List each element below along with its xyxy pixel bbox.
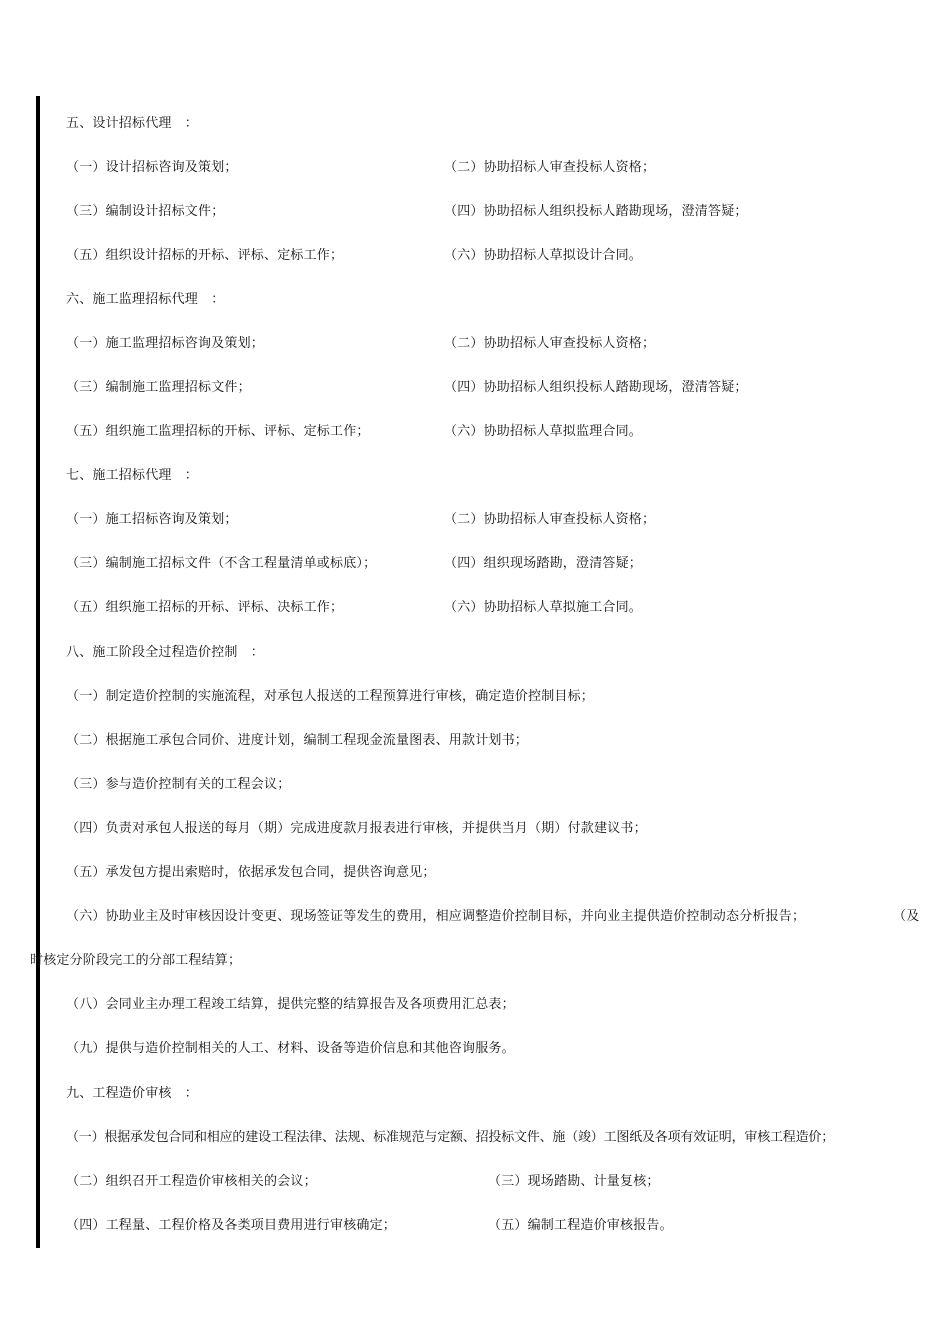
list-item: （一）制定造价控制的实施流程，对承包人报送的工程预算进行审核，确定造价控制目标； [66, 689, 595, 704]
list-item: （四）组织现场踏勘，澄清答疑； [444, 556, 643, 571]
list-item: （三）编制设计招标文件； [66, 204, 225, 219]
list-item: （二）协助招标人审查投标人资格； [444, 336, 656, 351]
list-item: （四）负责对承包人报送的每月（期）完成进度款月报表进行审核，并提供当月（期）付款建议书； [66, 821, 647, 836]
list-item: （二）协助招标人审查投标人资格； [444, 160, 656, 175]
wrapped-item-line2: 时核定分阶段完工的分部工程结算； [30, 953, 242, 968]
list-item: （二）组织召开工程造价审核相关的会议； [66, 1174, 317, 1189]
section-heading-7: 七、施工招标代理 ： [66, 468, 199, 483]
list-item: （四）协助招标人组织投标人踏勘现场，澄清答疑； [444, 204, 748, 219]
list-item: （九）提供与造价控制相关的人工、材料、设备等造价信息和其他咨询服务。 [66, 1041, 515, 1056]
wrapped-item-line1: （六）协助业主及时审核因设计变更、现场签证等发生的费用，相应调整造价控制目标，并向业主提供造价控制动态分析报告； [66, 909, 806, 924]
list-item: （二）协助招标人审查投标人资格； [444, 512, 656, 527]
list-item: （一）施工监理招标咨询及策划； [66, 336, 265, 351]
list-item: （五）组织施工监理招标的开标、评标、定标工作； [66, 424, 370, 439]
section-heading-8: 八、施工阶段全过程造价控制 ： [66, 645, 265, 660]
list-item: （八）会同业主办理工程竣工结算，提供完整的结算报告及各项费用汇总表； [66, 997, 515, 1012]
list-item: （六）协助招标人草拟设计合同。 [444, 248, 643, 263]
wrapped-item-tail: （及 [893, 909, 920, 924]
list-item: （三）现场踏勘、计量复核； [488, 1174, 660, 1189]
list-item: （五）编制工程造价审核报告。 [488, 1218, 673, 1233]
section-heading-6: 六、施工监理招标代理 ： [66, 292, 225, 307]
margin-bar [36, 96, 40, 1248]
list-item: （六）协助招标人草拟施工合同。 [444, 600, 643, 615]
list-item: （五）组织设计招标的开标、评标、定标工作； [66, 248, 344, 263]
list-item: （三）编制施工招标文件（不含工程量清单或标底）； [66, 556, 377, 571]
list-item: （三）编制施工监理招标文件； [66, 380, 251, 395]
list-item: （一）施工招标咨询及策划； [66, 512, 238, 527]
section-heading-9: 九、工程造价审核 ： [66, 1086, 199, 1101]
list-item: （六）协助招标人草拟监理合同。 [444, 424, 643, 439]
list-item: （五）承发包方提出索赔时，依据承发包合同，提供咨询意见； [66, 865, 436, 880]
list-item: （一）根据承发包合同和相应的建设工程法律、法规、标准规范与定额、招投标文件、施（竣）工图纸及各项有效证明，审核工程造价； [66, 1130, 835, 1145]
section-heading-5: 五、设计招标代理 ： [66, 116, 199, 131]
list-item: （一）设计招标咨询及策划； [66, 160, 238, 175]
list-item: （三）参与造价控制有关的工程会议； [66, 777, 291, 792]
list-item: （二）根据施工承包合同价、进度计划，编制工程现金流量图表、用款计划书； [66, 733, 529, 748]
list-item: （五）组织施工招标的开标、评标、决标工作； [66, 600, 344, 615]
list-item: （四）工程量、工程价格及各类项目费用进行审核确定； [66, 1218, 397, 1233]
list-item: （四）协助招标人组织投标人踏勘现场，澄清答疑； [444, 380, 748, 395]
